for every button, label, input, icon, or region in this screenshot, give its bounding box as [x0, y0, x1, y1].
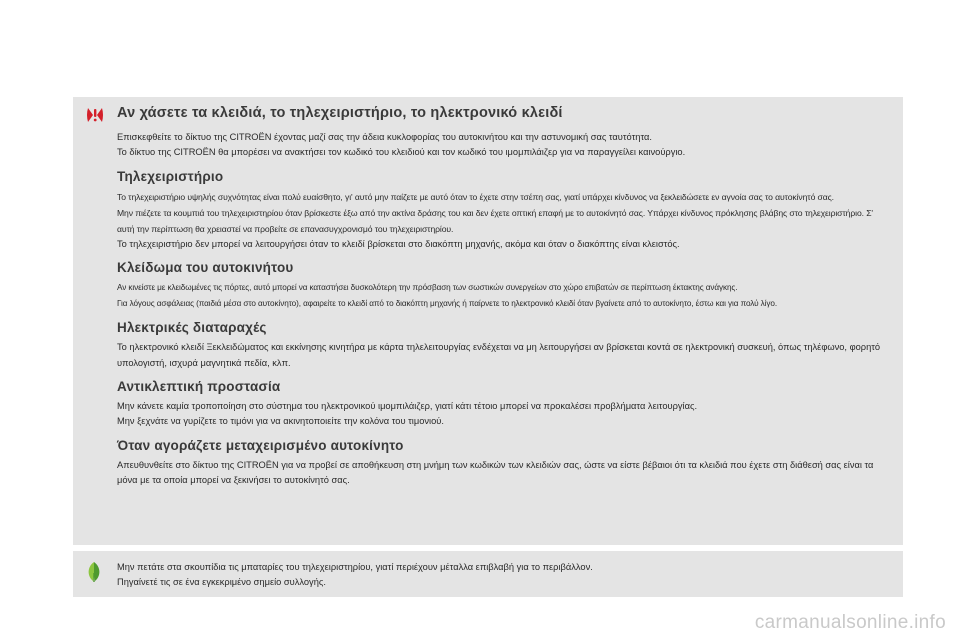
- page-title: Αν χάσετε τα κλειδιά, το τηλεχειριστήριο, το ηλεκτρονικό κλειδί: [117, 105, 563, 121]
- section-paragraph: Μην πιέζετε τα κουμπιά του τηλεχειριστηρίου όταν βρίσκεστε έξω από την ακτίνα δράσης του και δεν έχετε οπτική επαφή με το αυτοκίνητό σας. Υπάρχει κίνδυνος πρόκλησης βλάβης στο τηλεχειριστήριο. Σ' αυτή την περίπτωση θα χρειαστεί να προβείτε σε επανασυγχρονισμό του τηλεχειριστηρίου.: [117, 207, 873, 234]
- section-title-antitheft: Αντικλεπτική προστασία: [117, 379, 281, 395]
- section-paragraph: Το τηλεχειριστήριο υψηλής συχνότητας είναι πολύ ευαίσθητο, γι' αυτό μην παίζετε με αυτό όταν το έχετε στην τσέπη σας, γιατί υπάρχει κίνδυνος να ξεκλειδώσετε εν αγνοία σας το αυτοκίνητό σας.: [117, 191, 834, 202]
- warning-icon: [85, 106, 105, 124]
- section-title-locking: Κλείδωμα του αυτοκινήτου: [117, 260, 294, 276]
- info-panel: [73, 97, 903, 545]
- intro-line: Επισκεφθείτε το δίκτυο της CITROËN έχοντας μαζί σας την άδεια κυκλοφορίας του αυτοκινήτου και την αστυνομική σας ταυτότητα.: [117, 132, 652, 142]
- environment-note: [73, 551, 903, 597]
- section-title-remote: Τηλεχειριστήριο: [117, 168, 224, 184]
- section-paragraph: Το ηλεκτρονικό κλειδί Ξεκλειδώματος και εκκίνησης κινητήρα με κάρτα τηλελειτουργίας ενδέχεται να μη λειτουργήσει αν βρίσκεται κοντά σε ηλεκτρονική συσκευή, όπως τηλέφωνο, φορητό υπολογιστή, ισχυρά μαγνητικά πεδία, κλπ.: [117, 342, 881, 368]
- section-paragraph: Για λόγους ασφάλειας (παιδιά μέσα στο αυτοκίνητο), αφαιρείτε το κλειδί από το διακόπτη μηχανής ή παίρνετε το ηλεκτρονικό κλειδί όταν βγαίνετε από το αυτοκίνητο, έστω και για πολύ λίγο.: [117, 299, 777, 309]
- section-paragraph: Αν κινείστε με κλειδωμένες τις πόρτες, αυτό μπορεί να καταστήσει δυσκολότερη την πρόσβαση των σωστικών συνεργείων στο χώρο επιβατών σε περίπτωση έκτακτης ανάγκης.: [117, 283, 738, 293]
- intro-line: Το δίκτυο της CITROËN θα μπορέσει να ανακτήσει τον κωδικό του κλειδιού και τον κωδικό του ιμομπιλάιζερ για να παραγγείλει καινούργιο.: [117, 147, 686, 158]
- watermark: carmanualsonline.info: [754, 612, 946, 633]
- environment-line: Πηγαίνετέ τις σε ένα εγκεκριμένο σημείο συλλογής.: [117, 576, 326, 587]
- section-title-interference: Ηλεκτρικές διαταραχές: [117, 320, 267, 336]
- section-paragraph: Μην κάνετε καμία τροποποίηση στο σύστημα του ηλεκτρονικού ιμομπιλάιζερ, γιατί κάτι τέτοιο μπορεί να προκαλέσει προβλήματα λειτουργίας.: [117, 401, 698, 412]
- section-paragraph: Μην ξεχνάτε να γυρίζετε το τιμόνι για να ακινητοποιείτε την κολόνα του τιμονιού.: [117, 416, 444, 427]
- section-title-used-car: Όταν αγοράζετε μεταχειρισμένο αυτοκίνητο: [117, 437, 404, 453]
- leaf-icon: [85, 561, 103, 583]
- environment-line: Μην πετάτε στα σκουπίδια τις μπαταρίες του τηλεχειριστηρίου, γιατί περιέχουν μέταλλα επιβλαβή για το περιβάλλον.: [117, 562, 593, 572]
- section-paragraph: Το τηλεχειριστήριο δεν μπορεί να λειτουργήσει όταν το κλειδί βρίσκεται στο διακόπτη μηχανής, ακόμα και όταν ο διακόπτης είναι κλειστός.: [117, 238, 680, 249]
- section-paragraph: Απευθυνθείτε στο δίκτυο της CITROËN για να προβεί σε αποθήκευση στη μνήμη των κωδικών των κλειδιών σας, ώστε να είστε βέβαιοι ότι τα κλειδιά που έχετε στη διάθεσή σας είναι τα μόνα με τα οποία μπορεί να ξεκινήσει το αυτοκίνητό σας.: [117, 459, 874, 486]
